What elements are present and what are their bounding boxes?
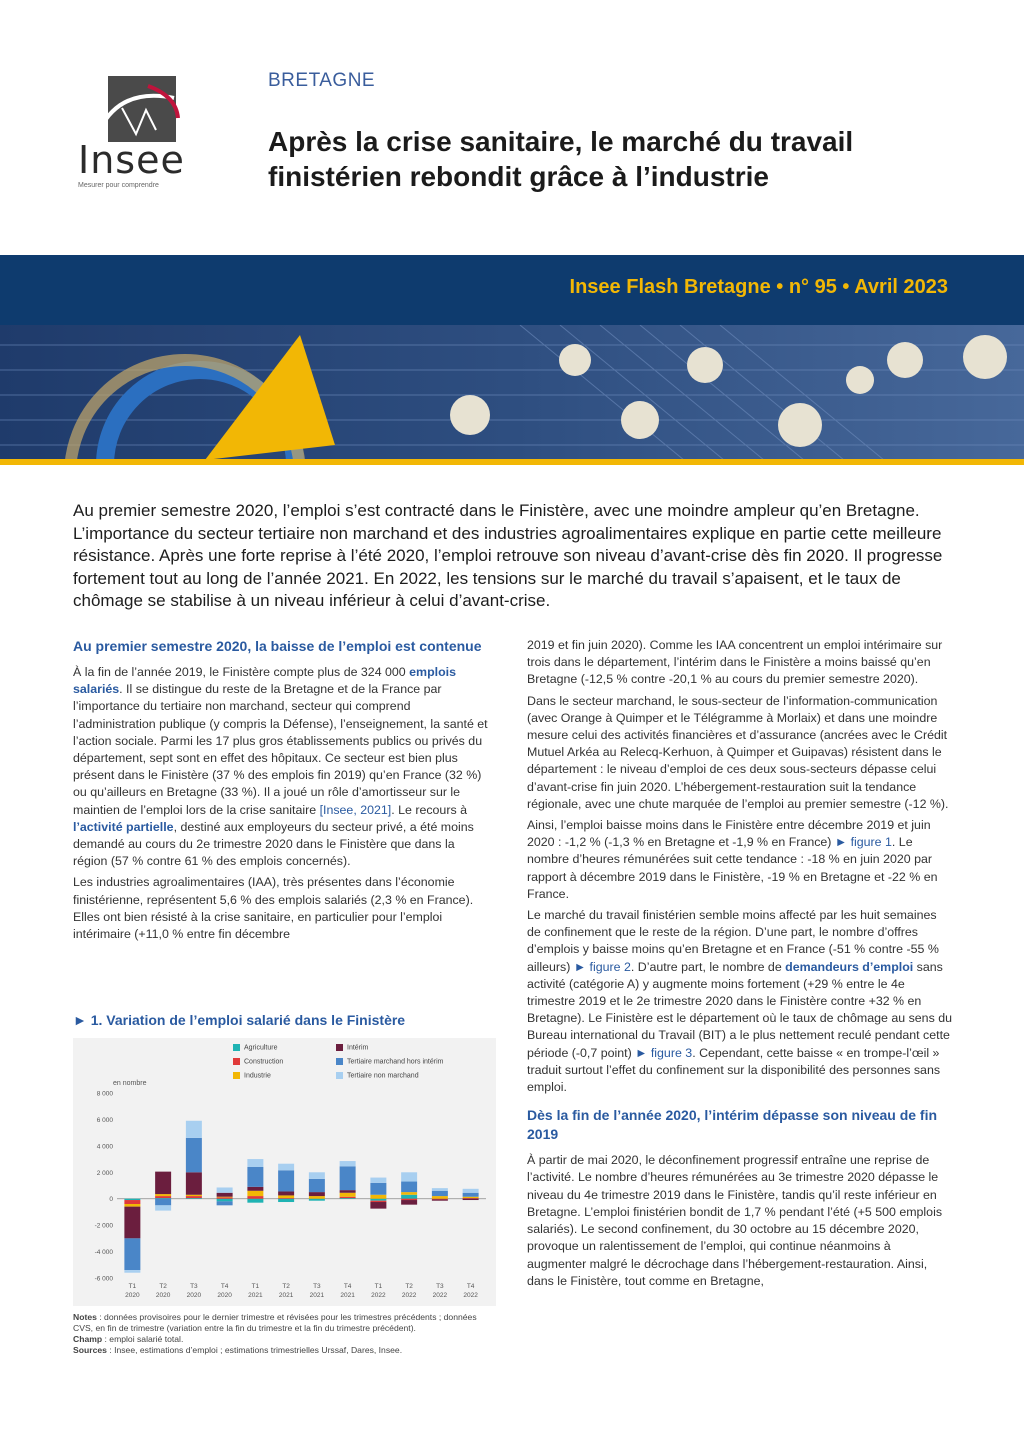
logo-tagline: Mesurer pour comprendre (78, 182, 159, 189)
x-tick-label: 2021 (248, 1292, 263, 1299)
bar-segment (186, 1138, 202, 1172)
y-tick-label: 2 000 (96, 1169, 113, 1177)
x-tick-label: 2022 (401, 1292, 417, 1299)
bar-segment (432, 1196, 448, 1199)
paragraph: À la fin de l’année 2019, le Finistère compte plus de 324 000 emplois salariés. Il se distingue du reste de la Bretagne et de la France par l’importance du tertiaire non marchand, secteur qui comprend l’administration publique (y compris la Défense), l’enseignement, la santé et l’action sociale. Parmi les 17 plus gros établissements publics ou privés du département, sept sont en effet des hôpitaux. Ce secteur est bien plus présent dans le Finistère (37 % des emplois fin 2019) qu’en France (32 %) ou qu’ailleurs en Bretagne (33 %). Il a joué un rôle d’amortisseur sur le maintien de l’emploi lors de la crise sanitaire [Insee, 2021]. Le recours à l’activité partielle, destiné aux employeurs du secteur privé, a été moins demandé au cours du 2e trimestre 2020 dans le Finistère que dans la région (57 % contre 61 % des emplois concernés). (73, 665, 488, 869)
bar-segment (217, 1193, 233, 1197)
y-tick-label: 0 (109, 1196, 113, 1204)
bar-segment (247, 1187, 263, 1191)
publication-band (0, 255, 1024, 325)
paragraph: À partir de mai 2020, le déconfinement progressif entraîne une reprise de l’activité. Le nombre d’heures rémunérées au 3e trimestre 2020 dépasse le niveau du 4e trimestre 2019 dans le Finistère, tandis qu’il reste inférieur en Bretagne. L’emploi finistérien bondit de 1,7 % pendant l’été (+5 500 emplois salariés). Le second confinement, du 30 octobre au 15 décembre 2020, provoque un ralentissement de l’emploi, qui continue néanmoins à augmenter malgré le décrochage dans l’hébergement-restauration. Ainsi, dans le Finistère, tout comme en Bretagne, (527, 1153, 943, 1288)
bar-segment (309, 1196, 325, 1199)
bar-segment (370, 1195, 386, 1199)
x-tick-label: T3 (313, 1283, 321, 1290)
bar-segment (340, 1198, 356, 1199)
x-tick-label: T4 (343, 1283, 352, 1290)
bar-segment (124, 1238, 140, 1270)
bar-segment (124, 1200, 140, 1204)
bar-segment (124, 1207, 140, 1239)
bar-segment (309, 1179, 325, 1192)
bar-segment (432, 1191, 448, 1196)
bar-segment (155, 1199, 171, 1206)
publication-info: Insee Flash Bretagne • n° 95 • Avril 2023 (569, 276, 948, 298)
x-tick-label: 2022 (371, 1292, 386, 1299)
logo-wordmark: Insee (78, 138, 185, 182)
bar-segment (463, 1197, 479, 1198)
bar-segment (186, 1121, 202, 1138)
bar-segment (186, 1198, 202, 1199)
bar-segment (401, 1200, 417, 1205)
paragraph: Les industries agroalimentaires (IAA), très présentes dans l’économie finistérienne, représentent 5,6 % des emplois salariés (2,3 % en France). Elles ont bien résisté à la crise sanitaire, en particulier pour l’emploi intérimaire (+11,0 % entre fin décembre (73, 875, 474, 942)
bar-segment (155, 1196, 171, 1198)
bar-segment (155, 1205, 171, 1210)
x-tick-label: T2 (159, 1283, 167, 1290)
legend-entry: Construction (233, 1058, 283, 1065)
y-tick-label: 6 000 (96, 1116, 113, 1124)
region-label: BRETAGNE (268, 70, 376, 91)
link-insee-2021[interactable]: [Insee, 2021] (319, 802, 392, 817)
link-figure-3[interactable]: ► figure 3 (635, 1045, 693, 1060)
legend-entry: Agriculture (233, 1044, 277, 1051)
x-tick-label: 2022 (432, 1292, 448, 1299)
figure-1-title: ► 1. Variation de l’emploi salarié dans le Finistère (73, 1012, 406, 1028)
x-tick-label: 2020 (125, 1292, 140, 1299)
bar-segment (432, 1199, 448, 1200)
bar-segment (463, 1193, 479, 1197)
y-tick-label: 4 000 (96, 1143, 113, 1151)
y-tick-label: -2 000 (94, 1222, 113, 1230)
bar-segment (340, 1161, 356, 1166)
bar-segment (432, 1188, 448, 1191)
bar-segment (401, 1199, 417, 1200)
bar-segment (463, 1189, 479, 1193)
bar-segment (370, 1199, 386, 1201)
link-activite-partielle[interactable]: l’activité partielle (73, 819, 174, 834)
bar-segment (401, 1172, 417, 1181)
right-column (527, 637, 952, 1294)
bar-segment (340, 1166, 356, 1190)
bar-segment (309, 1199, 325, 1201)
y-unit-label: en nombre (113, 1080, 147, 1087)
x-tick-label: T3 (190, 1283, 198, 1290)
x-tick-label: 2021 (278, 1292, 294, 1299)
figure-1-notes: Notes : données provisoires pour le dernier trimestre et révisées pour les trimestres précédents ; données CVS, en fin de trimestre (variation entre la fin du trimestre et la fin du trimestre précédent). Champ : emploi salarié total. Sources : Insee, estimations d’emploi ; estimations trimestrielles Urssaf, Dares, Insee. (73, 1312, 477, 1355)
x-tick-label: T2 (282, 1283, 290, 1290)
bar-segment (463, 1199, 479, 1200)
x-tick-label: 2020 (217, 1292, 232, 1299)
bar-segment (278, 1198, 294, 1199)
bar-segment (217, 1197, 233, 1198)
page-title: Après la crise sanitaire, le marché du travail finistérien rebondit grâce à l’industrie (268, 126, 854, 192)
link-figure-2[interactable]: ► figure 2 (573, 959, 631, 974)
x-tick-label: T1 (374, 1283, 383, 1290)
bar-segment (124, 1204, 140, 1207)
bar-segment (217, 1197, 233, 1198)
y-tick-label: -4 000 (94, 1249, 113, 1257)
chart-plot (73, 1038, 496, 1306)
bar-segment (401, 1182, 417, 1193)
legend-entry: Intérim (336, 1044, 368, 1051)
x-tick-label: T2 (405, 1283, 413, 1290)
bar-segment (247, 1167, 263, 1187)
legend-entry: Tertiaire marchand hors intérim (336, 1058, 443, 1065)
header (0, 0, 1024, 255)
x-tick-label: 2022 (463, 1292, 478, 1299)
bar-segment (217, 1199, 233, 1202)
x-tick-label: 2021 (309, 1292, 325, 1299)
decorative-banner (0, 325, 1024, 465)
paragraph: Ainsi, l’emploi baisse moins dans le Finistère entre décembre 2019 et juin 2020 : -1,2 % (-1,3 % en Bretagne et -1,9 % en France) ► figure 1. Le nombre d’heures rémunérées suit cette tendance : -18 % en juin 2020 par rapport à décembre 2019 dans le Finistère, -19 % en Bretagne et -22 % en France. (527, 818, 938, 901)
bar-segment (278, 1195, 294, 1198)
bar-segment (309, 1192, 325, 1196)
bar-segment (124, 1199, 140, 1200)
bar-segment (186, 1172, 202, 1194)
section-heading-2: Dès la fin de l’année 2020, l’intérim dépasse son niveau de fin 2019 (527, 1107, 938, 1143)
bar-segment (340, 1190, 356, 1193)
x-tick-label: T1 (128, 1283, 137, 1290)
legend-entry: Industrie (233, 1072, 271, 1079)
bar-segment (247, 1199, 263, 1203)
bar-segment (340, 1193, 356, 1197)
y-tick-label: -6 000 (94, 1275, 113, 1283)
bar-segment (370, 1183, 386, 1195)
bar-segment (247, 1191, 263, 1196)
bar-segment (278, 1170, 294, 1191)
bar-segment (278, 1199, 294, 1202)
bar-segment (124, 1270, 140, 1273)
bar-segment (370, 1202, 386, 1209)
bar-segment (217, 1201, 233, 1205)
bar-segment (155, 1194, 171, 1196)
bar-segment (463, 1198, 479, 1199)
x-tick-label: T1 (251, 1283, 260, 1290)
bar-segment (432, 1199, 448, 1200)
bar-segment (186, 1195, 202, 1196)
bar-segment (278, 1191, 294, 1195)
paragraph: Dans le secteur marchand, le sous-secteur de l’information-communication (avec Orange à Quimper et le Télégramme à Morlaix) et dans une moindre mesure celui des activités financières et d’assurance (ancrées avec le Crédit Mutuel Arkéa au Relecq-Kerhuon, à Quimper et Guipavas) résistent dans le département : le niveau d’emploi de ces deux sous-secteurs dépasse celui d’avant-crise fin juin 2020. L’hébergement-restauration suit la tendance régionale, avec une chute marquée de l’emploi au premier semestre (-12 %). (527, 693, 949, 811)
bar-segment (401, 1192, 417, 1195)
bar-segment (155, 1198, 171, 1199)
link-demandeurs-emploi[interactable]: demandeurs d’emploi (785, 959, 914, 974)
bar-segment (401, 1195, 417, 1199)
x-tick-label: T3 (436, 1283, 444, 1290)
bar-segment (247, 1159, 263, 1167)
insee-logo[interactable] (78, 72, 198, 192)
x-tick-label: T4 (220, 1283, 229, 1290)
bar-segment (217, 1187, 233, 1192)
figure-1-chart (73, 1038, 496, 1306)
link-emplois-salaries[interactable]: emplois salariés (73, 665, 456, 697)
section-heading-1: Au premier semestre 2020, la baisse de l’emploi est contenue (73, 638, 482, 654)
intro-paragraph: Au premier semestre 2020, l’emploi s’est contracté dans le Finistère, avec une moindre ampleur qu’en Bretagne. L’importance du secteur tertiaire non marchand et des industries agroalimentaires explique en partie cette meilleure résistance. Après une forte reprise à l’été 2020, l’emploi retrouve son niveau d’avant-crise dès fin 2020. Il progresse fortement tout au long de l’année 2021. En 2022, les tensions sur le marché du travail s’apaisent, et le taux de chômage se stabilise à un niveau inférieur à celui d’avant-crise. (73, 501, 943, 610)
y-tick-label: 8 000 (96, 1090, 113, 1098)
bar-segment (278, 1164, 294, 1171)
bar-segment (340, 1197, 356, 1198)
paragraph: 2019 et fin juin 2020). Comme les IAA concentrent un emploi intérimaire sur trois dans le département, l’intérim dans le Finistère a moins baissé qu’en Bretagne (-12,5 % contre -20,1 % au cours du premier semestre 2020). (527, 638, 943, 687)
link-figure-1[interactable]: ► figure 1 (834, 835, 892, 850)
x-tick-label: T4 (466, 1283, 475, 1290)
bar-segment (309, 1172, 325, 1179)
bar-segment (370, 1201, 386, 1202)
paragraph: Le marché du travail finistérien semble moins affecté par les huit semaines de confinement que le reste de la région. D’une part, le nombre d’offres d’emplois y baisse moins qu’en Bretagne et en France (-51 % contre -55 % ailleurs) ► figure 2. D’autre part, le nombre de demandeurs d’emploi sans activité (catégorie A) y augmente moins fortement (+29 % entre le 4e trimestre 2019 et le 2e trimestre 2020 dans le Finistère contre +32 % en Bretagne). Le Finistère est le département où le taux de chômage au sens du Bureau international du Travail (BIT) a le plus nettement reculé pendant cette période (-0,7 point) ► figure 3. Cependant, cette baisse « en trompe-l’œil » traduit surtout l’effet du confinement sur la disponibilité des personnes sans emploi. (527, 908, 952, 1095)
x-tick-label: 2020 (155, 1292, 171, 1299)
legend-entry: Tertiaire non marchand (336, 1072, 419, 1079)
bar-segment (186, 1196, 202, 1198)
bar-segment (155, 1172, 171, 1194)
left-column (73, 637, 488, 947)
bar-segment (370, 1178, 386, 1183)
x-tick-label: 2020 (186, 1292, 202, 1299)
bar-segment (247, 1196, 263, 1199)
x-tick-label: 2021 (340, 1292, 355, 1299)
